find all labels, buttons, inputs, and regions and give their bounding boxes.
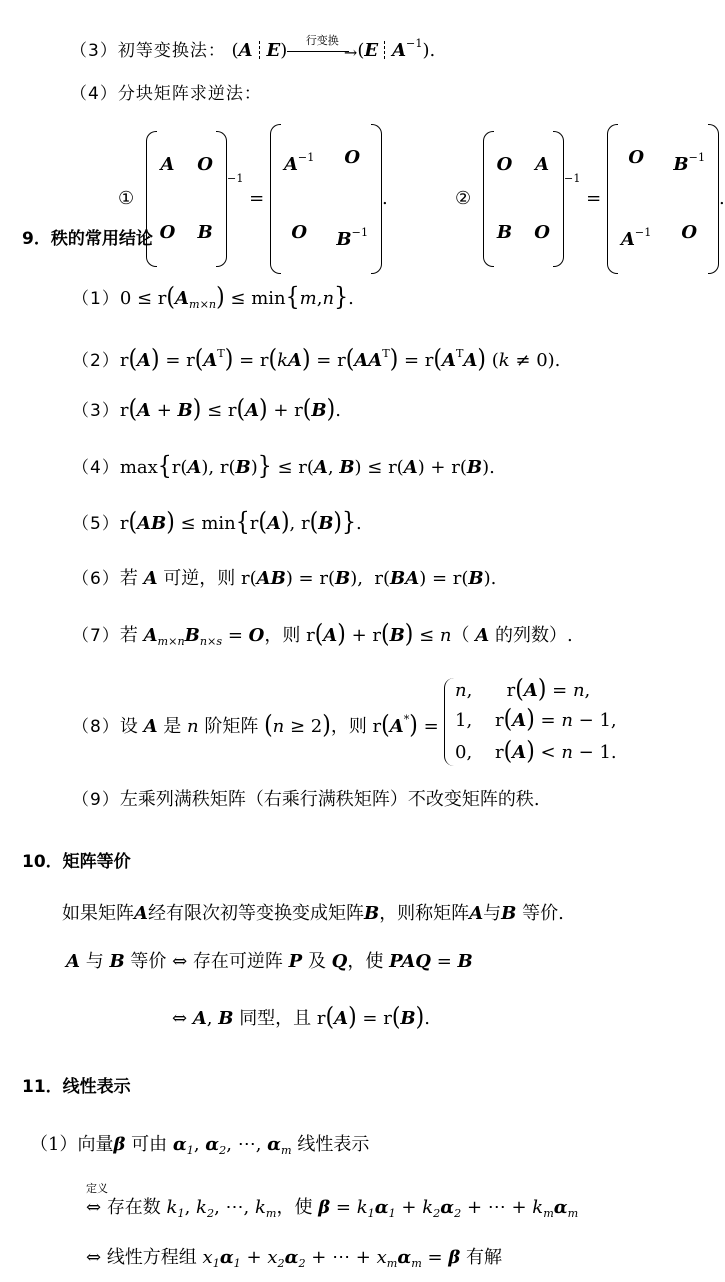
- arrow-label: 行变换: [305, 34, 339, 47]
- inverse-method-3: （3）初等变换法： (A E) 行变换 → (E $A^{-1}$).: [70, 32, 435, 63]
- linear-representation-3: ⇔ 线性方程组 $x_1\alpha_1 + x_2\alpha_2$ + ⋯ + $x_m\alpha_m = \beta$ 有解: [86, 1247, 503, 1270]
- item-label: （9）: [72, 790, 120, 810]
- piecewise-case-2: 1, r(A) = n − 1,: [455, 705, 617, 734]
- text: （1）向量: [30, 1134, 114, 1155]
- text: 若: [119, 568, 138, 589]
- text: 及: [307, 951, 326, 972]
- rank-rule-3: （3）r(A + B) ≤ r(A) + r(B).: [72, 395, 341, 424]
- item-label: （7）: [72, 626, 120, 646]
- rank-rule-8: （8）设 A 是 n 阶矩阵 (n ≥ 2)，则 r(A*) =: [72, 711, 439, 740]
- item-label: （5）: [72, 514, 120, 534]
- text: 若: [119, 625, 138, 646]
- rank-rule-2: $(2)r(A) = r(A^T) = r(kA) = r(AA^T) = r(A^TA) (k \ne 0)$.: [72, 345, 561, 374]
- text: 与: [85, 951, 104, 972]
- item-label: （3）初等变换法：: [70, 41, 226, 61]
- item-label: （6）: [72, 569, 120, 589]
- text: 线性方程组: [106, 1247, 197, 1268]
- text: 经有限次初等变换变成矩阵: [147, 903, 364, 924]
- text: 存在可逆阵: [192, 951, 283, 972]
- section-10-heading: 10．矩阵等价: [22, 852, 131, 872]
- circle-number-2: ②: [455, 188, 472, 209]
- text: 同型，且: [239, 1008, 312, 1029]
- item-label: （3）: [72, 401, 120, 421]
- text: 等价.: [522, 903, 564, 924]
- rank-rule-1: $(1)0 \le r(A_{m\times n}) \le \min\{m,n\}$.: [72, 283, 354, 312]
- text: 设: [119, 716, 138, 737]
- text: 如果矩阵: [62, 903, 134, 924]
- rank-rule-7: （7）若 $A_{m\times n}B_{n\times s} = O$，则 r(A) + r(B) ≤ n（ A 的列数）.: [72, 620, 573, 649]
- piecewise-case-3: 0, r(A) < n − 1.: [455, 737, 617, 766]
- text: 的列数）.: [494, 625, 573, 646]
- equivalence-definition: 如果矩阵A经有限次初等变换变成矩阵B，则称矩阵A与B 等价.: [62, 903, 564, 924]
- item-label: （1）: [72, 289, 120, 309]
- text: （: [451, 625, 470, 646]
- text: 有解: [466, 1247, 503, 1268]
- item-label: （4）: [72, 458, 120, 478]
- item-label: （2）: [72, 351, 120, 371]
- block-inverse-formula-2: ② O A B O $^{-1}$ = O $B^{-1}$ $A^{-1}$ O .: [455, 128, 725, 270]
- rank-rule-6: （6）若 A 可逆，则 r(AB) = r(B), r(BA) = r(B).: [72, 568, 497, 589]
- section-9-heading: 9．秩的常用结论: [22, 229, 153, 249]
- rank-rule-9: [72, 788, 540, 812]
- text: 等价: [130, 951, 167, 972]
- item-label: （8）: [72, 717, 120, 737]
- text: ，则: [264, 625, 301, 646]
- row-transform-arrow: 行变换 →: [287, 41, 357, 61]
- text: 线性表示: [297, 1134, 370, 1155]
- circle-number-1: ①: [118, 188, 135, 209]
- piecewise-case-1: n, r(A) = n,: [455, 675, 591, 704]
- equivalence-condition-2: ⇔ A, B 同型，且 r(A) = r(B).: [172, 1003, 430, 1032]
- block-inverse-formula-1: ① A O O B $^{-1}$ = $A^{-1}$ O O $B^{-1}$ .: [118, 128, 388, 270]
- rank-rule-4: （4）max{r(A), r(B)} ≤ r(A, B) ≤ r(A) + r(B).: [72, 452, 495, 481]
- equivalence-condition-1: A 与 B 等价 ⇔ 存在可逆阵 P 及 Q，使 PAQ = B: [66, 951, 473, 972]
- text: 阶矩阵: [204, 716, 259, 737]
- text: ，则: [330, 716, 367, 737]
- text: 左乘列满秩矩阵（右乘行满秩矩阵）不改变矩阵的秩.: [119, 789, 540, 810]
- text: 与: [483, 903, 502, 924]
- rank-rule-5: （5）r(AB) ≤ min{r(A), r(B)}.: [72, 508, 362, 537]
- text: 存在数: [106, 1197, 161, 1218]
- definition-label: 定义: [86, 1182, 108, 1195]
- inverse-method-4: （4）分块矩阵求逆法：: [70, 84, 262, 104]
- text: ，使: [276, 1197, 313, 1218]
- text: ，使: [347, 951, 384, 972]
- text: 可由: [131, 1134, 168, 1155]
- linear-representation-2: ⇔ 存在数 $k_1$, $k_2$, ⋯, $k_m$，使 $\beta = k_1\alpha_1 + k_2\alpha_2$ + ⋯ + $k_m\alpha_m$: [86, 1197, 579, 1220]
- text: ，则称矩阵: [379, 903, 470, 924]
- linear-representation-1: （1）向量β 可由 $\alpha_1$, $\alpha_2$, ⋯, $\alpha_m$ 线性表示: [30, 1134, 370, 1157]
- section-11-heading: 11．线性表示: [22, 1077, 131, 1097]
- text: 可逆，则: [163, 568, 236, 589]
- text: 是: [163, 716, 182, 737]
